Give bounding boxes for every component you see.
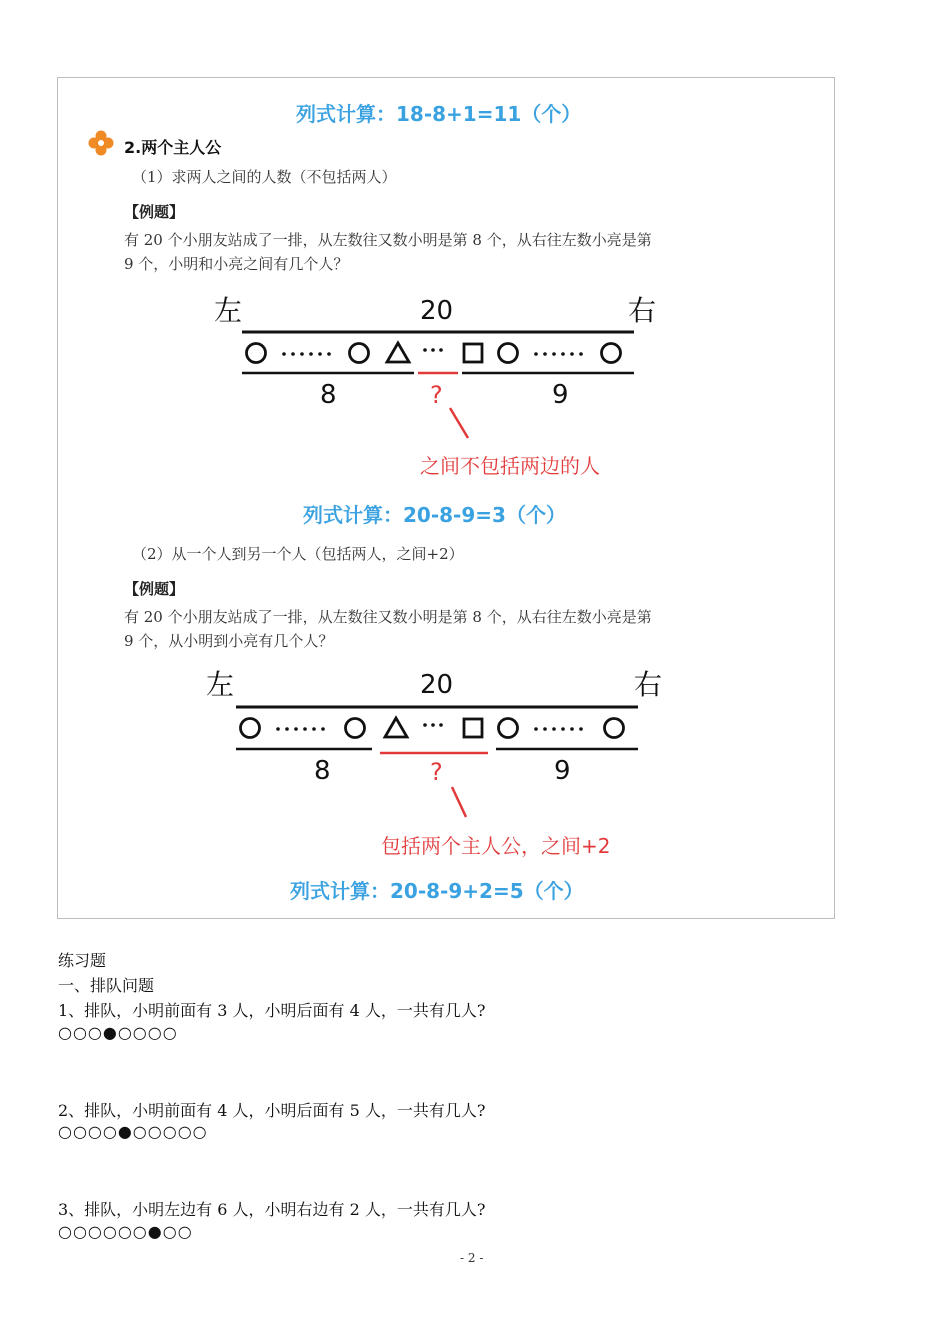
part1-example-label: 【例题】: [124, 203, 185, 221]
diagram2-row: [232, 703, 642, 753]
part2-problem: [124, 605, 804, 653]
diagram2-right-count: 9: [554, 756, 571, 786]
diagram1-right-count: 9: [552, 380, 569, 410]
diagram2-right-label: 右: [634, 668, 663, 701]
diagram1-left-label: 左: [214, 294, 243, 327]
part2-heading: （2）从一个人到另一个人（包括两人，之间+2）: [132, 545, 464, 563]
part1-problem-line1: 有 20 个小朋友站成了一排，从左数往又数小明是第 8 个，从右往左数小亮是第: [124, 231, 652, 249]
part1-problem-line2: 9 个，小明和小亮之间有几个人？: [124, 255, 349, 273]
flower-icon: [88, 130, 114, 156]
diagram1-total: 20: [420, 296, 454, 326]
exercises-title: 练习题: [58, 951, 107, 970]
example-panel: [57, 77, 835, 919]
exercise-1-question: 1、排队，小明前面有 3 人，小明后面有 4 人，一共有几人?: [58, 1001, 486, 1020]
part2-problem-line1: 有 20 个小朋友站成了一排，从左数往又数小明是第 8 个，从右往左数小亮是第: [124, 608, 652, 626]
part2-problem-line2: 9 个，从小明到小亮有几个人？: [124, 632, 334, 650]
diagram1-left-count: 8: [320, 380, 337, 410]
exercise-3-question: 3、排队，小明左边有 6 人，小明右边有 2 人，一共有几人?: [58, 1200, 486, 1219]
diagram1-pointer-line: [448, 406, 472, 442]
diagram2-question-mark: ?: [430, 758, 443, 786]
diagram2-left-label: 左: [206, 668, 235, 701]
section2-title: 2.两个主人公: [124, 138, 222, 157]
diagram1-right-label: 右: [628, 294, 657, 327]
part1-heading: （1）求两人之间的人数（不包括两人）: [132, 168, 397, 186]
exercise-2-question: 2、排队，小明前面有 4 人，小明后面有 5 人，一共有几人?: [58, 1101, 486, 1120]
part2-formula: 列式计算：20-8-9+2=5（个）: [290, 879, 584, 903]
top-formula: 列式计算：18-8+1=11（个）: [296, 102, 582, 126]
exercises-section: 一、排队问题: [58, 976, 155, 995]
diagram2-left-count: 8: [314, 756, 331, 786]
exercise-2-circles: ○○○○●○○○○○: [58, 1122, 208, 1141]
diagram1-row: [238, 328, 638, 378]
exercise-3-circles: ○○○○○○●○○: [58, 1222, 193, 1241]
page-number: - 2 -: [460, 1251, 484, 1265]
diagram2-total: 20: [420, 670, 454, 700]
diagram2-annotation: 包括两个主人公，之间+2: [381, 834, 611, 858]
part1-problem: [124, 228, 804, 276]
diagram1-annotation: 之间不包括两边的人: [420, 454, 600, 478]
part1-formula: 列式计算：20-8-9=3（个）: [303, 503, 566, 527]
diagram2-pointer-line: [450, 785, 470, 821]
diagram1-question-mark: ?: [430, 381, 443, 409]
exercise-1-circles: ○○○●○○○○: [58, 1023, 178, 1042]
part2-example-label: 【例题】: [124, 580, 185, 598]
